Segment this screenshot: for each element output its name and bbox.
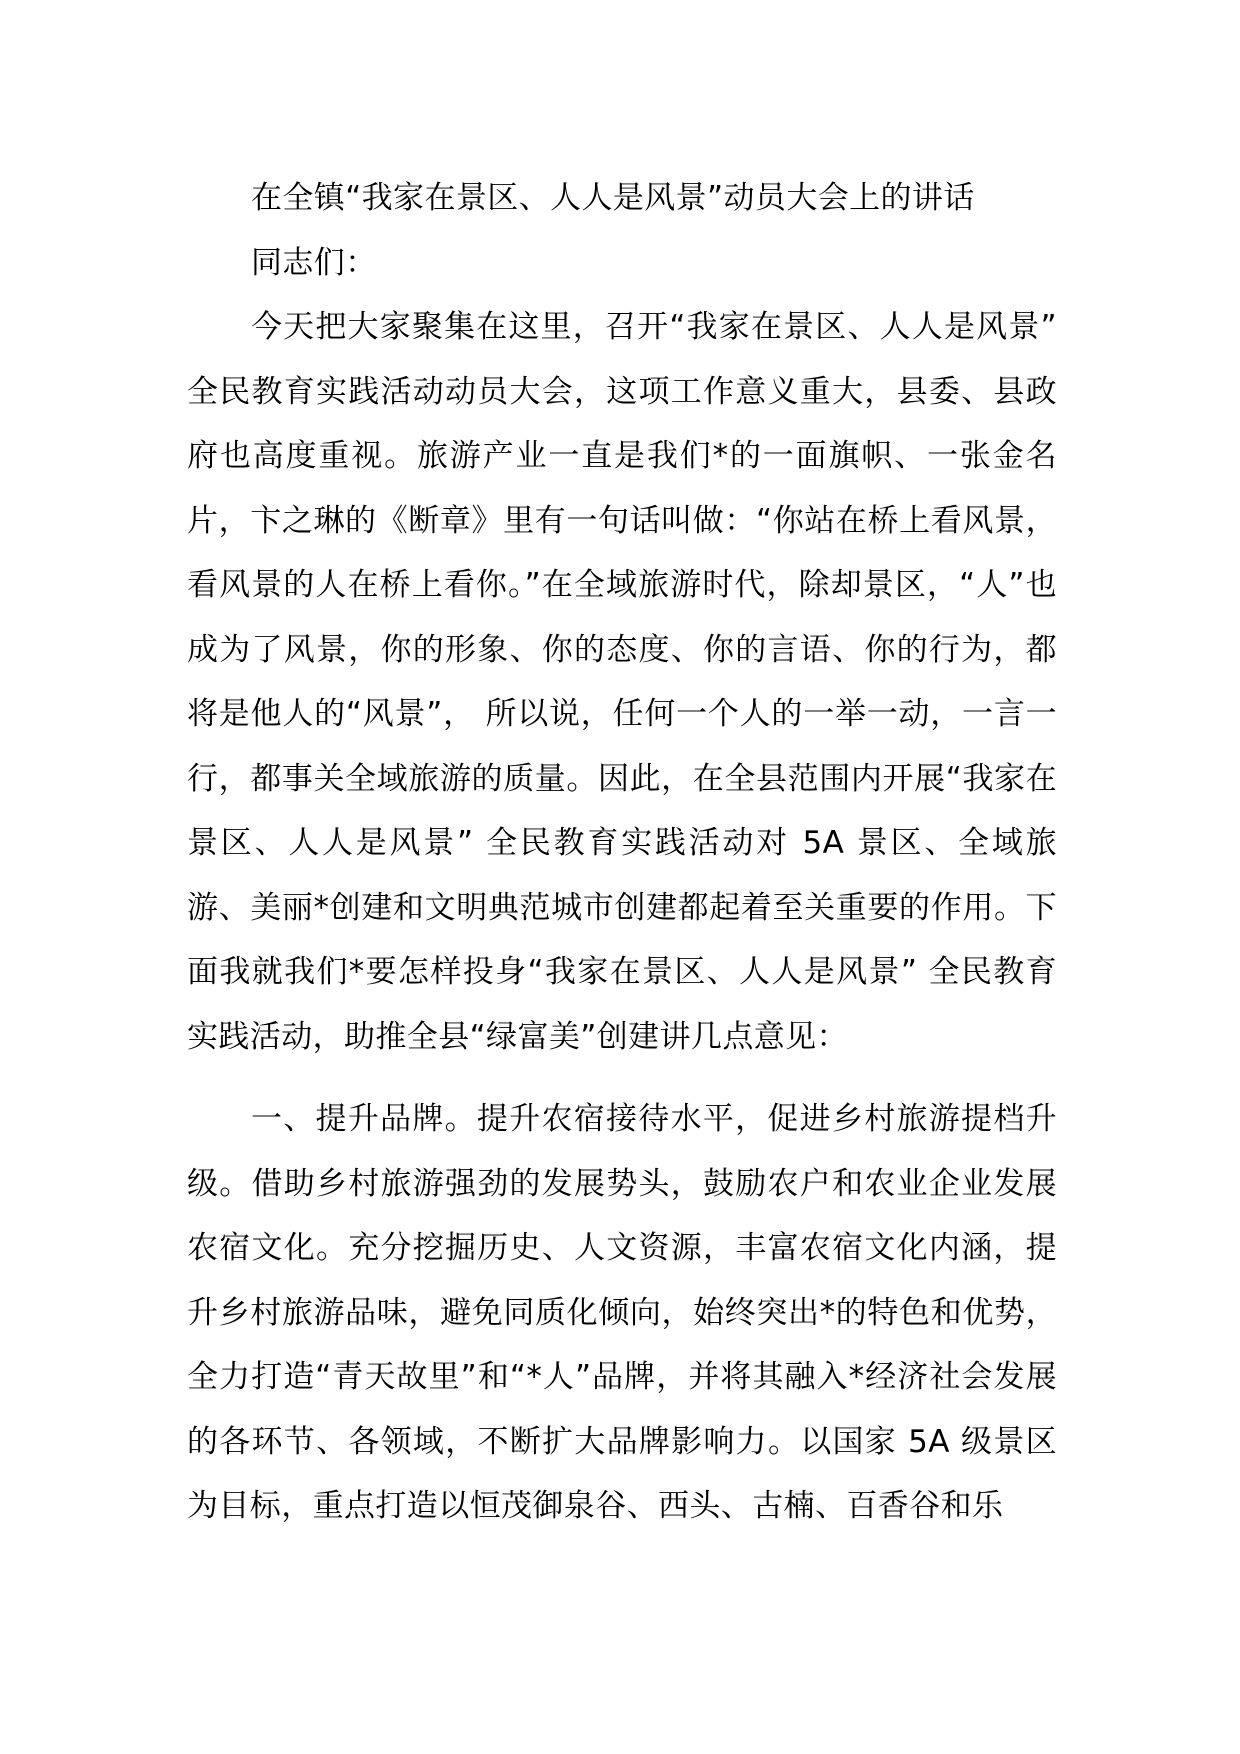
paragraph-intro: 今天把大家聚集在这里，召开“我家在景区、人人是风景” 全民教育实践活动动员大会，这项工作意义重大，县委、县政府也高度重视。旅游产业一直是我们*的一面旗帜、一张金名片，卞之琳的《断章》里有一句话叫做：“你站在桥上看风景，看风景的人在桥上看你。”在全域旅游时代，除却景区，“人”也成为了风景，你的形象、你的态度、你的言语、你的行为，都将是他人的“风景”， 所以说，任何一个人的一举一动，一言一行，都事关全域旅游的质量。因此，在全县范围内开展“我家在景区、人人是风景” 全民教育实践活动对 5A 景区、全域旅游、美丽*创建和文明典范城市创建都起着至关重要的作用。下面我就我们*要怎样投身“我家在景区、人人是风景” 全民教育实践活动，助推全县“绿富美”创建讲几点意见： [187, 309, 1057, 1055]
document-body [187, 166, 1057, 1539]
speech-title: 在全镇“我家在景区、人人是风景”动员大会上的讲话 [251, 180, 975, 216]
greeting: 同志们： [251, 244, 377, 281]
paragraph-section-1: 一、提升品牌。提升农宿接待水平，促进乡村旅游提档升级。借助乡村旅游强劲的发展势头，鼓励农户和农业企业发展农宿文化。充分挖掘历史、人文资源，丰富农宿文化内涵，提升乡村旅游品味，避免同质化倾向，始终突出*的特色和优势，全力打造“青天故里”和“*人”品牌，并将其融入*经济社会发展的各环节、各领域，不断扩大品牌影响力。以国家 5A 级景区为目标，重点打造以恒茂御泉谷、西头、古楠、百香谷和乐 [187, 1101, 1057, 1524]
paragraph-spacer [187, 1069, 1057, 1087]
